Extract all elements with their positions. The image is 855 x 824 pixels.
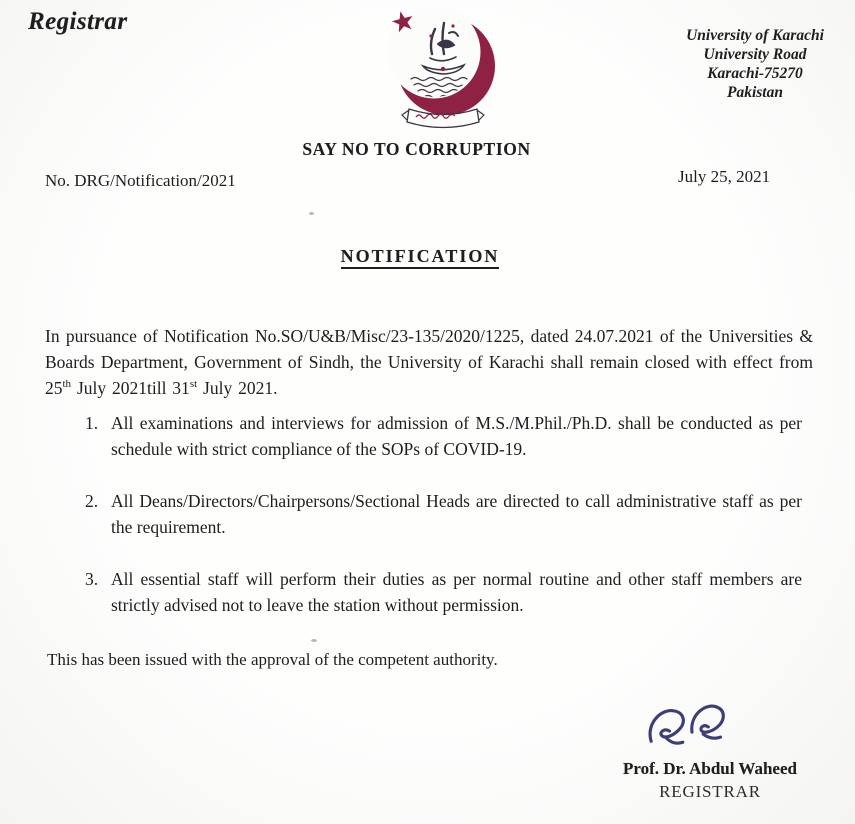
signatory-title: REGISTRAR	[659, 782, 761, 801]
closing-statement: This has been issued with the approval of the competent authority.	[47, 650, 498, 669]
scan-speck	[311, 639, 317, 642]
notification-title: NOTIFICATION	[341, 246, 500, 269]
list-item	[85, 410, 802, 462]
list-item-number: 3.	[85, 569, 99, 589]
address-line: University of Karachi	[686, 27, 824, 44]
notification-title-wrap	[0, 246, 840, 267]
address-line: Pakistan	[727, 84, 783, 101]
list-item	[85, 566, 802, 618]
signatory-name: Prof. Dr. Abdul Waheed	[623, 759, 797, 778]
address-line: Karachi-75270	[707, 65, 803, 82]
university-crest	[383, 6, 503, 138]
ordinal-suffix: th	[62, 377, 72, 390]
motto-text: SAY NO TO CORRUPTION	[302, 139, 531, 159]
university-address-block	[660, 26, 850, 102]
list-item-text: All examinations and interviews for admission of M.S./M.Phil./Ph.D. shall be conducted as per schedule with strict compliance of the SOPs of COVID-19.	[111, 413, 802, 459]
intro-part: July 2021.	[197, 377, 278, 398]
intro-paragraph	[45, 323, 813, 401]
signatory-block	[600, 757, 820, 803]
intro-part: July 2021till 31	[71, 377, 190, 398]
list-item-number: 1.	[85, 413, 99, 433]
registrar-corner-label: Registrar	[28, 8, 128, 35]
ordinal-suffix: st	[189, 377, 198, 390]
list-item-number: 2.	[85, 491, 99, 511]
list-item-text: All Deans/Directors/Chairpersons/Sectional Heads are directed to call administrative staff as per the requirement.	[111, 491, 802, 537]
reference-number: No. DRG/Notification/2021	[45, 171, 236, 190]
address-line: University Road	[703, 46, 807, 63]
signature-ink	[643, 700, 745, 757]
scan-speck	[309, 212, 314, 215]
numbered-directives-list	[85, 410, 802, 644]
letter-date: July 25, 2021	[678, 167, 771, 186]
list-item-text: All essential staff will perform their duties as per normal routine and other staff members are strictly advised not to leave the station without permission.	[111, 569, 802, 615]
intro-part: In pursuance of Notification No.SO/U&B/Misc/23-135/2020/1225, dated 24.07.2021 of the Universities & Boards Department, Government of Sindh, the University of Karachi shall remain closed with effect from 25	[45, 325, 813, 398]
list-item	[85, 488, 802, 540]
